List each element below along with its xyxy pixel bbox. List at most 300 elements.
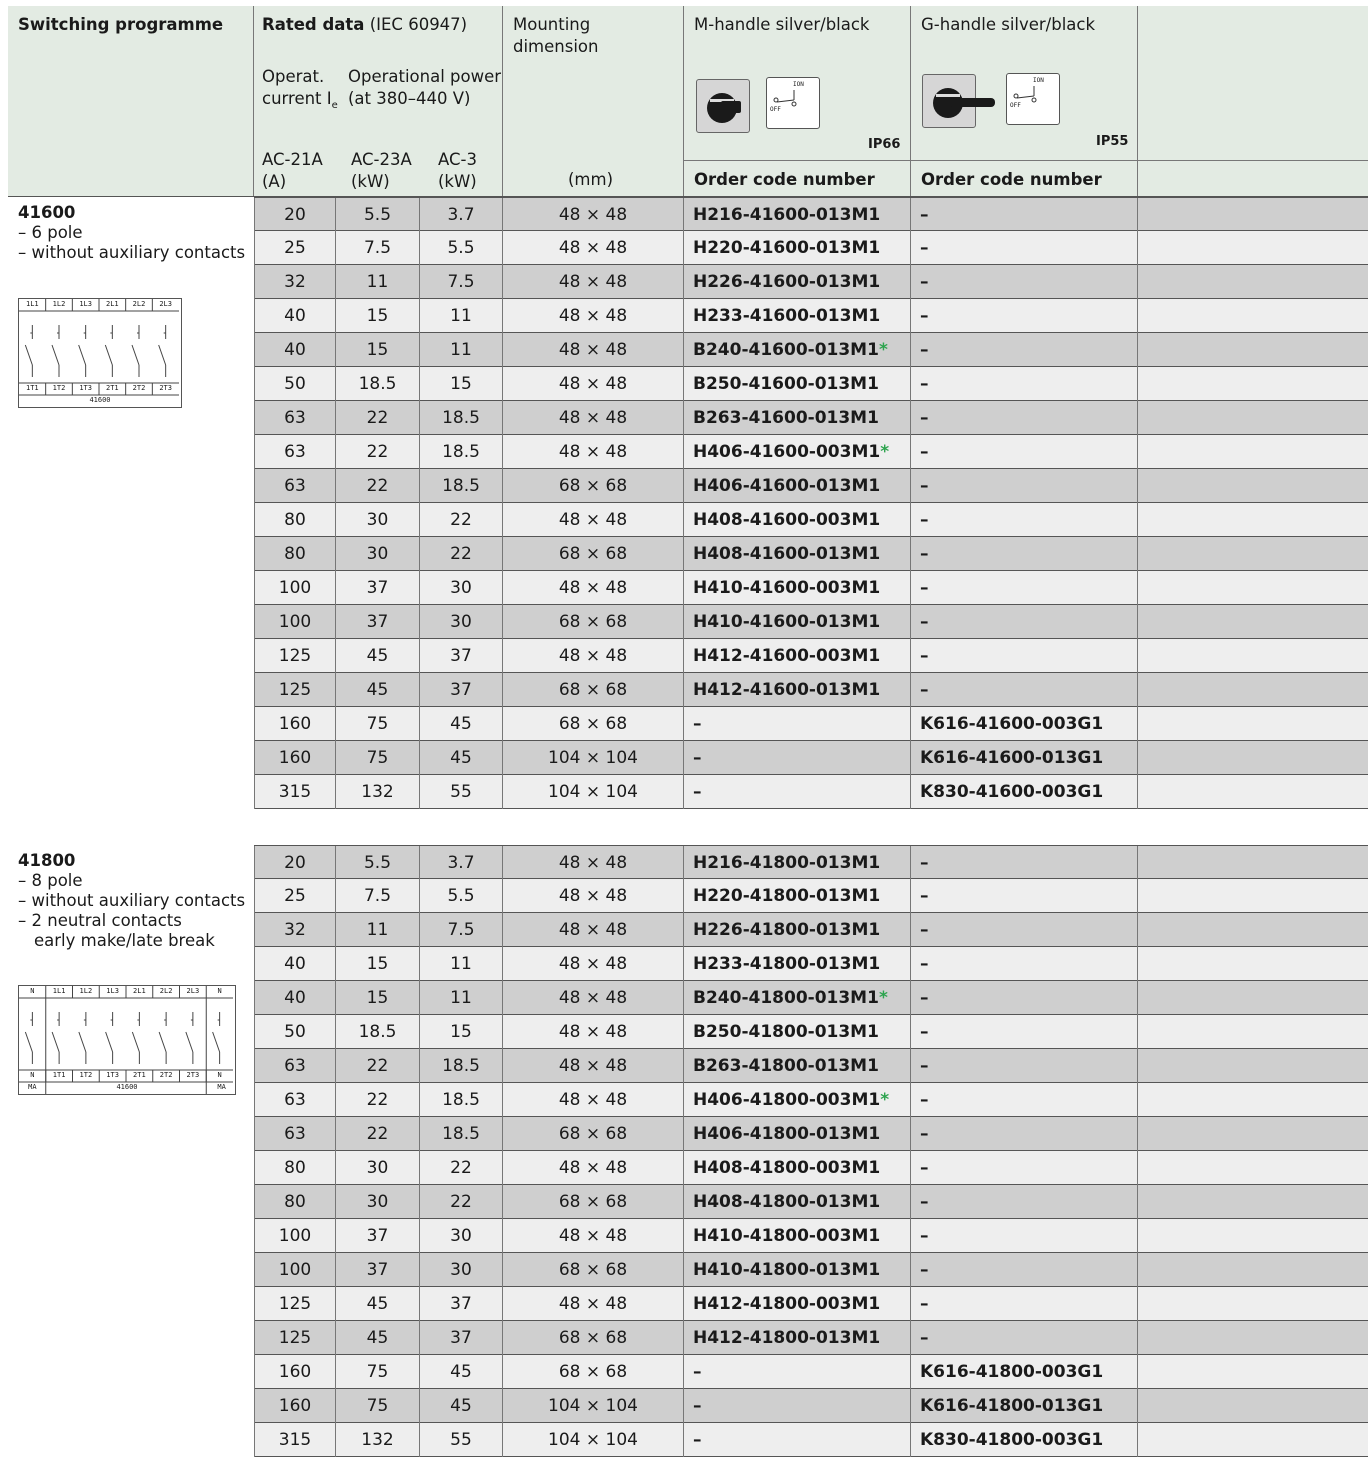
terminal-label: 2L2 [159,987,173,995]
cell-g-code: – [910,435,1137,469]
cell-g-code: – [910,571,1137,605]
cell-mount: 48 × 48 [502,981,683,1015]
contact-line [25,1032,32,1052]
section-41800 [8,845,1368,1452]
empty-cell [1137,1287,1368,1321]
cell-ac3: 30 [419,1219,502,1253]
side-label: MA [217,1083,226,1091]
terminal-label: 1L1 [52,987,66,995]
cell-ac23a: 5.5 [335,198,419,232]
cell-g-code: – [910,1015,1137,1049]
table-row [254,265,1368,299]
empty-cell [1137,299,1368,333]
cell-ac23a: 22 [335,401,419,435]
empty-cell [1137,571,1368,605]
cell-mount: 48 × 48 [502,1287,683,1321]
cell-ac23a: 22 [335,435,419,469]
cell-ac21a: 63 [254,469,335,503]
cell-mount: 48 × 48 [502,1049,683,1083]
cell-g-code: – [910,503,1137,537]
cell-ac3: 11 [419,981,502,1015]
cell-m-code: H406-41800-013M1 [683,1117,910,1151]
terminal-label: 1T1 [26,384,39,392]
cell-ac23a: 22 [335,1117,419,1151]
contact-line [159,1032,166,1052]
cell-ac3: 18.5 [419,469,502,503]
empty-cell [1137,741,1368,775]
table-row [254,639,1368,673]
empty-cell [1137,913,1368,947]
cell-m-code: H408-41800-003M1 [683,1151,910,1185]
contact-line [159,345,166,365]
cell-g-code: – [910,913,1137,947]
cell-ac21a: 40 [254,299,335,333]
m-handle-icon [696,79,750,133]
empty-cell [1137,673,1368,707]
terminal-label: 1T2 [79,1071,93,1079]
cell-mount: 48 × 48 [502,333,683,367]
terminal-label: 1L2 [79,987,93,995]
section-label: 41800 – 8 pole – without auxiliary contacts – 2 neutral contacts early make/late break [18,851,246,950]
cell-m-code: H410-41600-003M1 [683,571,910,605]
cell-ac3: 11 [419,947,502,981]
cell-ac21a: 80 [254,537,335,571]
terminal-label: 1L3 [79,300,92,308]
cell-ac21a: 40 [254,333,335,367]
cell-ac3: 18.5 [419,1083,502,1117]
contact-line [25,345,32,365]
cell-g-code: – [910,231,1137,265]
empty-cell [1137,1253,1368,1287]
cell-g-code: – [910,981,1137,1015]
contact-line [186,1032,193,1052]
cell-g-code: – [910,299,1137,333]
terminal-label: 2T2 [132,384,146,392]
table-row [254,741,1368,775]
cell-m-code: B240-41600-013M1* [683,333,910,367]
cell-ac21a: 63 [254,435,335,469]
cell-ac21a: 125 [254,1287,335,1321]
cell-g-code: – [910,1287,1137,1321]
cell-ac21a: 63 [254,1117,335,1151]
cell-ac3: 37 [419,1287,502,1321]
cell-g-code: – [910,198,1137,232]
circuit-diagram [18,298,182,408]
cell-mount: 48 × 48 [502,503,683,537]
cell-ac21a: 100 [254,1219,335,1253]
cell-g-code: – [910,469,1137,503]
cell-ac23a: 30 [335,1151,419,1185]
cell-ac21a: 160 [254,1355,335,1389]
cell-ac23a: 11 [335,265,419,299]
diagram-caption: 41600 [89,396,111,404]
cell-m-code: H408-41600-003M1 [683,503,910,537]
table-row [254,879,1368,913]
empty-cell [1137,1355,1368,1389]
cell-mount: 68 × 68 [502,673,683,707]
cell-m-code: H233-41600-013M1 [683,299,910,333]
footnote-star: * [880,442,890,462]
terminal-label: 1L1 [26,300,39,308]
cell-g-code: – [910,1219,1137,1253]
cell-ac23a: 132 [335,1423,419,1457]
empty-cell [1137,1015,1368,1049]
cell-m-code: B263-41600-013M1 [683,401,910,435]
cell-ac21a: 100 [254,1253,335,1287]
cell-ac23a: 7.5 [335,231,419,265]
table-row [254,1117,1368,1151]
cell-ac23a: 22 [335,1083,419,1117]
cell-mount: 104 × 104 [502,1389,683,1423]
cell-m-code: – [683,1423,910,1457]
empty-cell [1137,435,1368,469]
table-row [254,1253,1368,1287]
order-code-heading-g: Order code number [921,170,1102,189]
cell-ac21a: 32 [254,913,335,947]
cell-ac3: 37 [419,673,502,707]
cell-ac3: 22 [419,1185,502,1219]
cell-ac3: 45 [419,1355,502,1389]
cell-ac3: 18.5 [419,435,502,469]
terminal-label: 2L3 [159,300,172,308]
empty-cell [1137,775,1368,809]
table-row [254,231,1368,265]
operat-current-heading: Operat. current $I_e$ [262,67,338,112]
cell-ac21a: 50 [254,367,335,401]
cell-ac23a: 30 [335,537,419,571]
cell-ac3: 18.5 [419,1117,502,1151]
cell-m-code: H406-41600-013M1 [683,469,910,503]
cell-g-code: – [910,333,1137,367]
cell-ac23a: 18.5 [335,1015,419,1049]
circuit-diagram [18,985,236,1095]
cell-ac3: 11 [419,333,502,367]
table-row [254,775,1368,809]
cell-m-code: H406-41800-003M1* [683,1083,910,1117]
contact-line [52,345,59,365]
cell-ac21a: 125 [254,673,335,707]
switch-symbol-icon: ION OFF [766,77,820,129]
cell-m-code: – [683,741,910,775]
terminal-label: 2L2 [132,300,146,308]
cell-m-code: H220-41600-013M1 [683,231,910,265]
cell-ac3: 18.5 [419,401,502,435]
cell-mount: 48 × 48 [502,879,683,913]
ac3-heading: AC-3 (kW) [438,150,477,191]
section-label: 41600 – 6 pole – without auxiliary contacts [18,203,246,262]
cell-mount: 48 × 48 [502,947,683,981]
terminal-label: 2T3 [186,1071,200,1079]
table-header [8,6,1368,197]
cell-mount: 48 × 48 [502,1083,683,1117]
cell-g-code: – [910,367,1137,401]
empty-cell [1137,846,1368,880]
table-row [254,1219,1368,1253]
cell-ac21a: 20 [254,846,335,880]
ac21a-heading: AC-21A (A) [262,150,323,191]
cell-ac21a: 32 [254,265,335,299]
empty-cell [1137,879,1368,913]
cell-g-code: – [910,401,1137,435]
table-row [254,299,1368,333]
contact-line [105,345,112,365]
terminal-label: 2L3 [186,987,200,995]
cell-ac21a: 63 [254,1049,335,1083]
cell-mount: 104 × 104 [502,775,683,809]
table-row [254,333,1368,367]
terminal-label: 1T1 [52,1071,66,1079]
cell-m-code: H410-41800-013M1 [683,1253,910,1287]
contact-line [132,1032,139,1052]
cell-ac21a: 40 [254,981,335,1015]
cell-ac21a: 125 [254,639,335,673]
table-row [254,1321,1368,1355]
contact-line [213,1032,220,1052]
cell-ac21a: 63 [254,1083,335,1117]
cell-ac23a: 37 [335,1253,419,1287]
empty-cell [1137,1389,1368,1423]
cell-ac21a: 315 [254,775,335,809]
cell-g-code: K616-41600-003G1 [910,707,1137,741]
contact-line [106,1032,113,1052]
cell-ac21a: 125 [254,1321,335,1355]
m-ip-rating: IP66 [868,137,901,152]
cell-m-code: – [683,775,910,809]
cell-ac21a: 25 [254,231,335,265]
table-row [254,1355,1368,1389]
terminal-label: 2T1 [106,384,119,392]
cell-m-code: B250-41600-013M1 [683,367,910,401]
cell-g-code: – [910,1185,1137,1219]
table-row [254,1287,1368,1321]
cell-ac21a: 100 [254,571,335,605]
cell-ac21a: 160 [254,741,335,775]
table-row [254,1049,1368,1083]
cell-mount: 104 × 104 [502,1423,683,1457]
cell-ac3: 45 [419,707,502,741]
empty-cell [1137,1321,1368,1355]
cell-g-code: – [910,265,1137,299]
cell-g-code: K616-41600-013G1 [910,741,1137,775]
switching-programme-heading: Switching programme [18,15,224,34]
cell-ac3: 15 [419,367,502,401]
table-row [254,707,1368,741]
contact-line [79,345,86,365]
footnote-star: * [880,1090,890,1110]
table-row [254,469,1368,503]
cell-ac3: 5.5 [419,231,502,265]
cell-ac23a: 75 [335,1389,419,1423]
cell-m-code: – [683,1389,910,1423]
empty-cell [1137,605,1368,639]
cell-m-code: H216-41600-013M1 [683,198,910,232]
terminal-label: N [217,1071,222,1079]
cell-m-code: H220-41800-013M1 [683,879,910,913]
cell-mount: 48 × 48 [502,571,683,605]
m-handle-heading: M-handle silver/black [694,15,870,34]
cell-g-code: – [910,1321,1137,1355]
contact-line [52,1032,59,1052]
cell-mount: 48 × 48 [502,231,683,265]
table-row [254,605,1368,639]
cell-g-code: K616-41800-003G1 [910,1355,1137,1389]
table-row [254,1389,1368,1423]
cell-m-code: H216-41800-013M1 [683,846,910,880]
g-ip-rating: IP55 [1096,134,1129,149]
order-code-heading-m: Order code number [694,170,875,189]
table-row [254,401,1368,435]
cell-ac3: 22 [419,1151,502,1185]
cell-ac21a: 63 [254,401,335,435]
cell-ac23a: 37 [335,1219,419,1253]
cell-ac3: 37 [419,639,502,673]
empty-cell [1137,401,1368,435]
cell-ac23a: 15 [335,333,419,367]
empty-cell [1137,1151,1368,1185]
cell-g-code: – [910,1117,1137,1151]
cell-g-code: – [910,673,1137,707]
cell-ac3: 55 [419,775,502,809]
empty-cell [1137,1219,1368,1253]
cell-mount: 48 × 48 [502,435,683,469]
empty-cell [1137,469,1368,503]
cell-ac23a: 37 [335,571,419,605]
table-row [254,435,1368,469]
cell-ac3: 22 [419,537,502,571]
cell-m-code: H412-41800-013M1 [683,1321,910,1355]
table-row [254,1083,1368,1117]
cell-ac23a: 22 [335,1049,419,1083]
cell-g-code: – [910,1083,1137,1117]
cell-m-code: H226-41600-013M1 [683,265,910,299]
table-row [254,913,1368,947]
cell-ac21a: 80 [254,1151,335,1185]
empty-cell [1137,503,1368,537]
cell-g-code: K830-41600-003G1 [910,775,1137,809]
cell-ac23a: 75 [335,707,419,741]
cell-ac21a: 25 [254,879,335,913]
terminal-label: 1L2 [52,300,66,308]
cell-ac3: 45 [419,1389,502,1423]
cell-m-code: H408-41600-013M1 [683,537,910,571]
cell-g-code: K830-41800-003G1 [910,1423,1137,1457]
cell-m-code: H233-41800-013M1 [683,947,910,981]
contact-line [132,345,139,365]
cell-m-code: H406-41600-003M1* [683,435,910,469]
table-row [254,1151,1368,1185]
table-row [254,981,1368,1015]
cell-ac21a: 100 [254,605,335,639]
cell-ac21a: 20 [254,198,335,232]
cell-mount: 48 × 48 [502,198,683,232]
rated-data-heading: Rated data (IEC 60947) [262,15,468,34]
cell-ac23a: 45 [335,1321,419,1355]
cell-ac3: 7.5 [419,265,502,299]
cell-m-code: B263-41800-013M1 [683,1049,910,1083]
operational-power-heading: Operational power (at 380–440 V) [348,67,502,108]
cell-ac23a: 132 [335,775,419,809]
empty-cell [1137,1185,1368,1219]
terminal-label: 2L1 [133,987,146,995]
cell-g-code: – [910,947,1137,981]
terminal-label: 1T3 [106,1071,119,1079]
cell-ac3: 18.5 [419,1049,502,1083]
cell-ac23a: 15 [335,947,419,981]
terminal-label: N [30,1071,35,1079]
cell-g-code: – [910,846,1137,880]
empty-cell [1137,198,1368,232]
table-row [254,845,1368,879]
cell-mount: 68 × 68 [502,469,683,503]
cell-mount: 48 × 48 [502,1219,683,1253]
table-row [254,1015,1368,1049]
empty-cell [1137,1083,1368,1117]
cell-ac21a: 160 [254,707,335,741]
cell-mount: 48 × 48 [502,846,683,880]
contact-line [79,1032,86,1052]
cell-ac23a: 15 [335,981,419,1015]
terminal-label: 2T2 [159,1071,173,1079]
cell-ac3: 3.7 [419,846,502,880]
cell-mount: 68 × 68 [502,1355,683,1389]
ac23a-heading: AC-23A (kW) [351,150,412,191]
cell-ac23a: 5.5 [335,846,419,880]
cell-m-code: H226-41800-013M1 [683,913,910,947]
terminal-label: N [217,987,222,995]
cell-ac23a: 37 [335,605,419,639]
cell-ac23a: 45 [335,1287,419,1321]
table-row [254,367,1368,401]
empty-cell [1137,1117,1368,1151]
terminal-label: 1L3 [106,987,119,995]
cell-ac21a: 160 [254,1389,335,1423]
cell-m-code: H412-41600-003M1 [683,639,910,673]
cell-ac23a: 30 [335,1185,419,1219]
cell-g-code: – [910,1049,1137,1083]
empty-cell [1137,947,1368,981]
cell-m-code: – [683,707,910,741]
g-handle-icon [922,74,976,128]
cell-mount: 104 × 104 [502,741,683,775]
cell-mount: 48 × 48 [502,401,683,435]
cell-mount: 48 × 48 [502,1015,683,1049]
cell-ac3: 30 [419,571,502,605]
table-row [254,503,1368,537]
table-row [254,537,1368,571]
cell-ac21a: 315 [254,1423,335,1457]
cell-ac3: 55 [419,1423,502,1457]
table-row [254,1185,1368,1219]
cell-mount: 48 × 48 [502,367,683,401]
cell-m-code: H410-41800-003M1 [683,1219,910,1253]
cell-ac23a: 45 [335,639,419,673]
cell-m-code: H412-41800-003M1 [683,1287,910,1321]
empty-cell [1137,981,1368,1015]
table-row [254,197,1368,231]
g-handle-heading: G-handle silver/black [921,15,1096,34]
table-row [254,571,1368,605]
cell-ac3: 3.7 [419,198,502,232]
cell-g-code: – [910,1253,1137,1287]
cell-ac21a: 50 [254,1015,335,1049]
cell-ac23a: 11 [335,913,419,947]
empty-cell [1137,537,1368,571]
side-label: MA [28,1083,37,1091]
empty-cell [1137,333,1368,367]
cell-ac23a: 75 [335,1355,419,1389]
footnote-star: * [878,988,888,1008]
cell-g-code: – [910,1151,1137,1185]
